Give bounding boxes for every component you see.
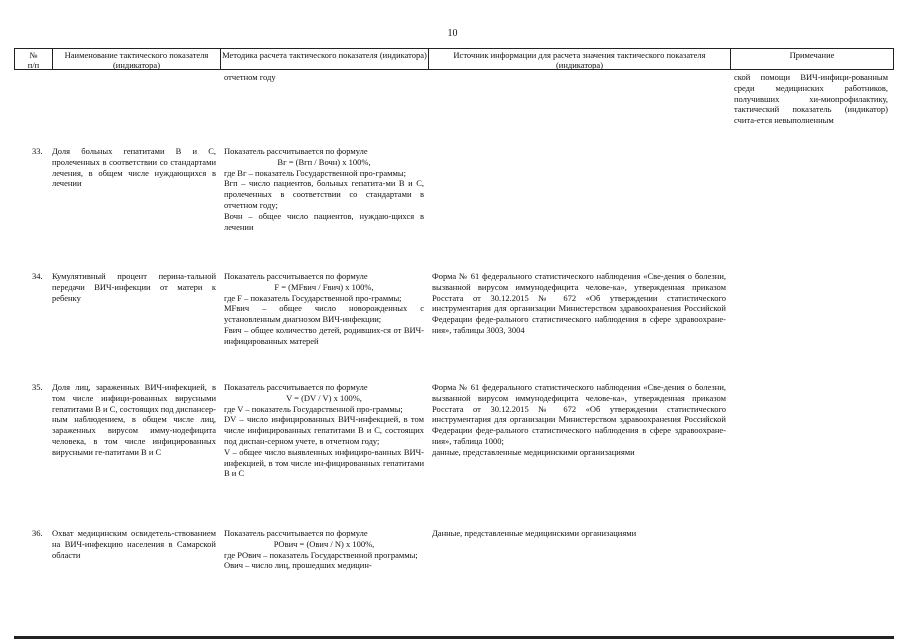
row-method [224,528,424,571]
method-line: где POвич – показатель Государственной программы; [224,549,418,560]
continuation-method: отчетном году [224,72,276,82]
method-line: Показатель рассчитывается по формуле [224,146,368,156]
row-indicator-name: Кумулятивный процент перина-тальной передачи ВИЧ-инфекции от матери к ребенку [52,271,216,303]
method-line: Показатель рассчитывается по формуле [224,271,368,281]
method-line: Oвич – число лиц, прошедших медицин- [224,560,372,571]
row-source: Данные, представленные медицинскими организациями [432,528,637,538]
header-name: Наименование тактического показателя (индикатора) [52,48,220,70]
header-source: Источник информации для расчета значения тактического показателя (индикатора) [428,48,730,70]
row-number: 36. [32,528,43,538]
method-line: Показатель рассчитывается по формуле [224,528,368,538]
method-formula: V = (DV / V) х 100%, [286,392,362,403]
method-line: MFвич – общее число новорожденных с установленным диагнозом ВИЧ-инфекции; [224,303,424,325]
header-method: Методика расчета тактического показателя (индикатора) [220,48,428,70]
method-line: где Bг – показатель Государственной про-граммы; [224,167,406,178]
row-method [224,271,424,347]
row-method [224,382,424,479]
method-line: Fвич – общее количество детей, родивших-ся от ВИЧ-инфицированных матерей [224,324,424,346]
method-formula: Bг = (Bгп / Bочн) х 100%, [277,156,371,167]
header-num: № п/п [14,48,52,70]
method-line: Показатель рассчитывается по формуле [224,382,368,392]
row-method [224,146,424,232]
method-line: DV – число инфицированных ВИЧ-инфекцией, в том числе инфицированных гепатитами В и С, состоящих под диспан-серном учете, в отчетном году; [224,414,424,446]
method-line: V – общее число выявленных инфициро-ванных ВИЧ-инфекцией, в том числе ин-фицированных гепатитами В и С [224,446,424,479]
method-line: где V – показатель Государственной про-граммы; [224,403,403,414]
row-number: 34. [32,271,43,281]
row-number: 35. [32,382,43,392]
row-source: Форма № 61 федерального статистического наблюдения «Све-дения о болезни, вызванной вирусом иммунодефицита челове-ка», утвержденная приказом Росстата от 30.12.2015 № 672 «Об утверждении статистического инструментария для организации Министерством здравоохранения Российской Федерации феде-рального статистического наблюдения в сфере здравоохране-ния», таблицы 3003, 3004 [432,271,726,335]
row-number: 33. [32,146,43,156]
method-formula: F = (MFвич / Fвич) х 100%, [274,281,374,292]
method-formula: POвич = (Oвич / N) х 100%, [273,538,375,549]
continuation-note: ской помощи ВИЧ-инфици-рованным среди медицинских работников, получивших хи-миопрофилактику, тактический показатель (индикатор) счита-ется невыполненным [734,72,888,126]
method-line: где F – показатель Государственной про-граммы; [224,292,402,303]
row-indicator-name: Доля больных гепатитами В и С, пролеченных в соответствии со стандартами лечения, в общем числе нуждающихся в лечении [52,146,216,189]
row-indicator-name: Доля лиц, зараженных ВИЧ-инфекцией, в том числе инфици-рованных вирусными гепатитами В и С, состоящих под диспансер-ным наблюдением, в общем числе лиц, зараженных вирусом имму-нодефицита человека, в том числе инфицированных вирусными ге-патитами В и С [52,382,216,457]
bottom-rule [14,636,894,639]
page-number: 10 [447,28,458,39]
header-note: Примечание [730,48,894,70]
row-source: Форма № 61 федерального статистического наблюдения «Све-дения о болезни, вызванной вирусом иммунодефицита челове-ка», утвержденная приказом Росстата от 30.12.2015 № 672 «Об утверждении статистического инструментария для организации Министерством здравоохранения Российской Федерации феде-рального статистического наблюдения в сфере здравоохране-ния», таблица 1000; данные, представленные медицинскими организациями [432,382,726,457]
row-indicator-name: Охват медицинским освидетель-ствованием на ВИЧ-инфекцию населения в Самарской области [52,528,216,560]
method-line: Bгп – число пациентов, больных гепатита-ми В и С, пролеченных в соответствии со стандартами в отчетном году; [224,178,424,210]
method-line: Bочн – общее число пациентов, нуждаю-щихся в лечении [224,210,424,232]
